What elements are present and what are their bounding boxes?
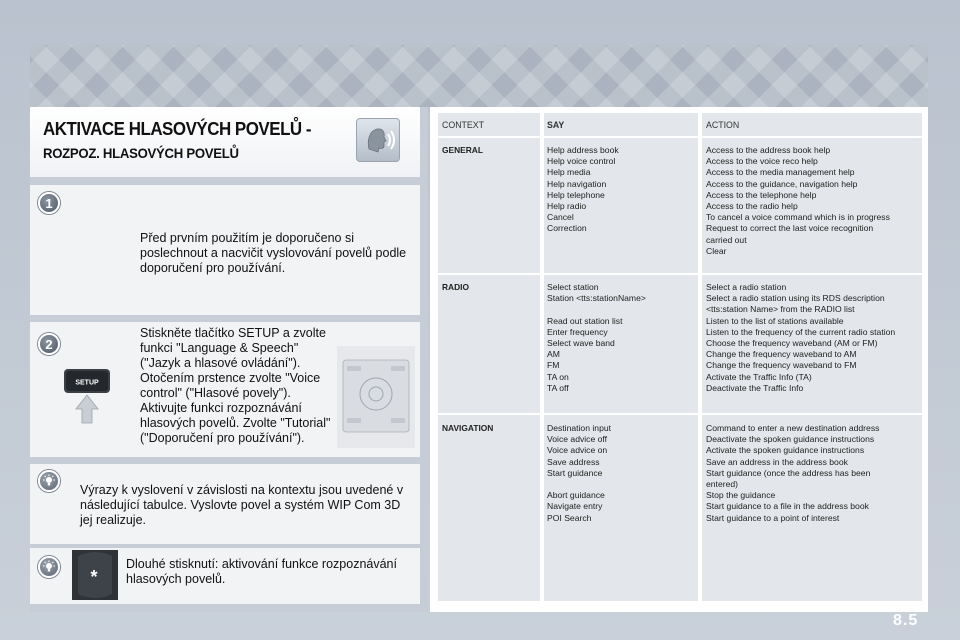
step-2-text: Stiskněte tlačítko SETUP a zvolte funkci "Language & Speech" ("Jazyk a hlasové ovládání"). Otočením prstence zvolte "Voice control" ("Hlasové povely"). Aktivujte funkci rozpoznávání hlasových povelů. Zvolte "Tutorial" ("Doporučení pro používání"). bbox=[140, 326, 331, 445]
header-context: CONTEXT bbox=[442, 120, 485, 130]
say-general: Help address book Help voice control Help media Help navigation Help telephone Help radio Cancel Correction bbox=[547, 145, 619, 234]
say-radio: Select station Station <tts:stationName> Read out station list Enter frequency Select wave band AM FM TA on TA off bbox=[547, 282, 646, 393]
radio-unit-illustration bbox=[337, 346, 415, 448]
context-column bbox=[438, 113, 540, 601]
tip-1-text: Výrazy k vyslovení v závislosti na kontextu jsou uvedené v následující tabulce. Vyslovte povel a systém WIP Com 3D jej realizuje. bbox=[80, 483, 404, 527]
context-general: GENERAL bbox=[442, 145, 483, 155]
context-navigation: NAVIGATION bbox=[442, 423, 494, 433]
setup-button-illustration bbox=[62, 365, 112, 425]
page-subtitle: ROZPOZ. HLASOVÝCH POVELŮ bbox=[43, 145, 239, 161]
svg-text:*: * bbox=[90, 567, 98, 587]
tip-2-lightbulb-icon bbox=[38, 556, 60, 578]
say-navigation: Destination input Voice advice off Voice advice on Save address Start guidance Abort guidance Navigate entry POI Search bbox=[547, 423, 612, 523]
header-say: SAY bbox=[547, 120, 565, 130]
context-radio: RADIO bbox=[442, 282, 469, 292]
header-separator bbox=[438, 136, 922, 138]
page-title: AKTIVACE HLASOVÝCH POVELŮ - bbox=[43, 119, 312, 139]
step-1-text: Před prvním použitím je doporučeno si poslechnout a nacvičit vyslovování povelů podle doporučení pro používání. bbox=[140, 231, 407, 275]
step-1-badge: 1 bbox=[38, 192, 60, 214]
step-2-badge: 2 bbox=[38, 333, 60, 355]
header-action: ACTION bbox=[706, 120, 740, 130]
action-general: Access to the address book help Access to the voice reco help Access to the media management help Access to the guidance, navigation help Access to the telephone help Access to the radio help To cancel a voice command which is in progress Request to correct the last voice recognition carried out Clear bbox=[706, 145, 890, 256]
tip-2-text: Dlouhé stisknutí: aktivování funkce rozpoznávání hlasových povelů. bbox=[126, 557, 397, 586]
page-number: 8.5 bbox=[893, 612, 919, 629]
steering-control-illustration bbox=[72, 550, 118, 600]
row-separator-general bbox=[438, 273, 922, 275]
voice-command-icon bbox=[356, 118, 400, 162]
tip-1-lightbulb-icon bbox=[38, 470, 60, 492]
header-stripe-band bbox=[30, 45, 928, 107]
row-separator-radio bbox=[438, 413, 922, 415]
action-navigation: Command to enter a new destination address Deactivate the spoken guidance instructions Activate the spoken guidance instructions Save an address in the address book Start guidance (once the address has been entered) Stop the guidance Start guidance to a file in the address book Start guidance to a point of interest bbox=[706, 423, 880, 523]
action-radio: Select a radio station Select a radio station using its RDS description <tts:station Name> from the RADIO list Listen to the list of stations available Listen to the frequency of the current radio station Choose the frequency waveband (AM or FM) Change the frequency waveband to AM Change the frequency waveband to FM Activate the Traffic Info (TA) Deactivate the Traffic Info bbox=[706, 282, 896, 393]
setup-button-label: SETUP bbox=[75, 379, 99, 387]
